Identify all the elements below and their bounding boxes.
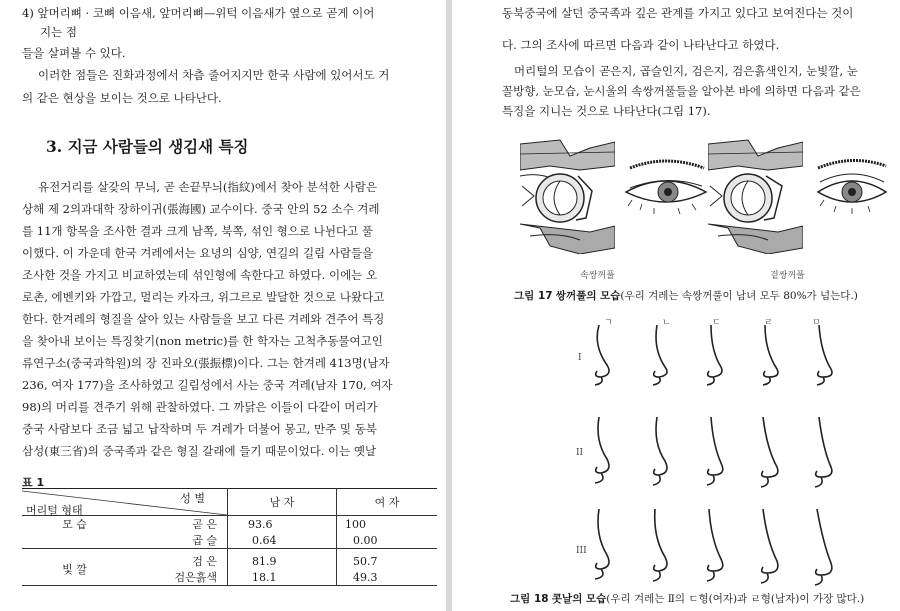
chapter-title: 3. 지금 사람들의 생김새 특징	[46, 137, 249, 156]
row-label-dark-brown: 검은흙색	[174, 571, 217, 584]
right-page	[452, 0, 900, 611]
inner-fold-cross-section-drawing	[520, 136, 615, 254]
right-top-line-3: 머리털의 모습이 곧은지, 곱슬인지, 검은지, 검은흙색인지, 눈빛깔, 눈	[514, 64, 858, 78]
body-line-2: 상해 제 2의과대학 장하이귀(張海國) 교수이다. 중국 안의 52 소수 겨레	[22, 202, 380, 216]
outer-fold-label: 겉쌍꺼풀	[770, 271, 805, 281]
column-mark-4: ㄹ	[764, 318, 773, 328]
body-line-6: 로촌, 에벤키와 가깝고, 멀리는 카자크, 위그르로 발달한 것으로 나왔다고	[22, 290, 385, 304]
body-line-1: 유전거리를 살갗의 무늬, 곧 손끝무늬(指紋)에서 찾아 분석한 사람은	[38, 180, 377, 194]
row-label-black: 검 은	[192, 555, 217, 568]
cell-curly-male: 0.64	[228, 532, 337, 549]
left-top-line-5: 의 같은 현상을 보이는 것으로 나타난다.	[22, 91, 222, 105]
nose-profiles-drawing	[587, 325, 877, 595]
inner-fold-eye-drawing	[620, 154, 712, 224]
body-line-7: 한다. 한겨레의 형질을 살아 있는 사람들을 보고 다른 겨레와 견주어 특징	[22, 312, 385, 326]
right-top-line-2: 다. 그의 조사에 따르면 다음과 같이 나타난다고 하였다.	[502, 38, 780, 52]
cell-straight-female: 100	[345, 517, 366, 531]
row-label-curly: 곱 슬	[192, 534, 217, 547]
cell-straight-male: 93.6	[228, 516, 337, 533]
column-mark-3: ㄷ	[712, 318, 721, 328]
corner-hair-label: 머리털 형태	[26, 504, 83, 517]
outer-fold-cross-section-drawing	[708, 136, 803, 254]
body-line-3: 를 11개 항목을 조사한 결과 크게 남쪽, 북쪽, 섞인 형으로 나뉜다고 풀	[22, 224, 373, 238]
row-label-straight: 곧 은	[192, 518, 217, 531]
inner-fold-label: 속쌍꺼풀	[580, 271, 615, 281]
figure-17-number: 그림 17	[514, 290, 553, 302]
figure-18-caption	[510, 591, 864, 606]
left-top-line-3: 들을 살펴볼 수 있다.	[22, 46, 126, 60]
figure-18-note: (우리 겨레는 Ⅱ의 ㄷ형(여자)과 ㄹ형(남자)이 가장 많다.)	[606, 593, 865, 605]
column-mark-1: ㄱ	[604, 318, 613, 328]
body-line-11: 98)의 머리를 견주기 위해 관찰하였다. 그 까닭은 이들이 다같이 머리가	[22, 400, 378, 414]
figure-18-number: 그림 18	[510, 593, 549, 605]
table-corner	[22, 489, 228, 516]
table-label: 표 1	[22, 476, 45, 489]
body-line-9: 류연구소(중국과학원)의 장 진파오(張振標)이다. 그는 한겨레 413명(남자	[22, 356, 390, 370]
figure-17-note: (우리 겨레는 속쌍꺼풀이 남녀 모두 80%가 넘는다.)	[620, 290, 858, 302]
left-top-line-1: 4) 앞머리뼈 · 코뼈 이음새, 앞머리뼈—위턱 이음새가 옆으로 곧게 이어	[22, 6, 375, 20]
column-mark-5: ㅁ	[812, 318, 821, 328]
right-top-line-4: 꼴방향, 눈모습, 눈시울의 속쌍꺼풀들을 알아본 바에 의하면 다음과 같은	[502, 84, 861, 98]
body-line-13: 삼성(東三省)의 중국족과 같은 형질 갈래에 들기 때문이었다. 이는 옛날	[22, 444, 377, 458]
group-label-shape: 모 습	[62, 518, 87, 531]
figure-18-title: 콧날의 모습	[551, 593, 607, 605]
cell-black-male: 81.9	[228, 549, 337, 570]
col-header-male: 남 자	[228, 489, 337, 516]
figure-17-caption	[514, 288, 858, 303]
cell-dark-brown-female: 49.3	[353, 570, 378, 584]
body-line-10: 236, 여자 177)을 조사하였고 길림성에서 사는 중국 겨레(남자 170, 여자	[22, 378, 393, 392]
hair-table	[22, 488, 437, 586]
body-line-8: 을 찾아내 보이는 특징찾기(non metric)를 한 학자는 고척추동물여고인	[22, 334, 383, 348]
cell-black-female: 50.7	[353, 554, 378, 568]
body-line-5: 조사한 것을 가지고 비교하였는데 섞인형에 속한다고 하였다. 이에는 오	[22, 268, 378, 282]
left-top-line-4: 이러한 점들은 진화과정에서 차츰 줄어지지만 한국 사람에 있어서도 거	[38, 68, 390, 82]
column-mark-2: ㄴ	[662, 318, 671, 328]
body-line-4: 이했다. 이 가운데 한국 겨레에서는 요녕의 심양, 연길의 길림 사람들을	[22, 246, 374, 260]
row-mark-1: I	[578, 353, 582, 363]
corner-sex-label: 성 별	[180, 492, 205, 505]
right-top-line-5: 특징을 지니는 것으로 나타난다(그림 17).	[502, 104, 711, 118]
cell-curly-female: 0.00	[353, 533, 378, 547]
cell-dark-brown-male: 18.1	[228, 569, 337, 586]
figure-17-title: 쌍꺼풀의 모습	[555, 290, 621, 302]
left-page	[0, 0, 446, 611]
left-top-line-2: 지는 점	[40, 25, 77, 39]
body-line-12: 중국 사람보다 조금 넓고 납작하며 두 겨레가 더불어 몽고, 만주 및 동북	[22, 422, 377, 436]
outer-fold-eye-drawing	[812, 154, 892, 224]
col-header-female: 여 자	[337, 489, 438, 516]
right-top-line-1: 동북중국에 살던 중국족과 깊은 관계를 가지고 있다고 보여진다는 것이	[502, 6, 854, 20]
row-mark-2: II	[576, 448, 584, 458]
group-label-color: 빛 깔	[62, 563, 87, 576]
row-mark-3: III	[576, 546, 587, 556]
